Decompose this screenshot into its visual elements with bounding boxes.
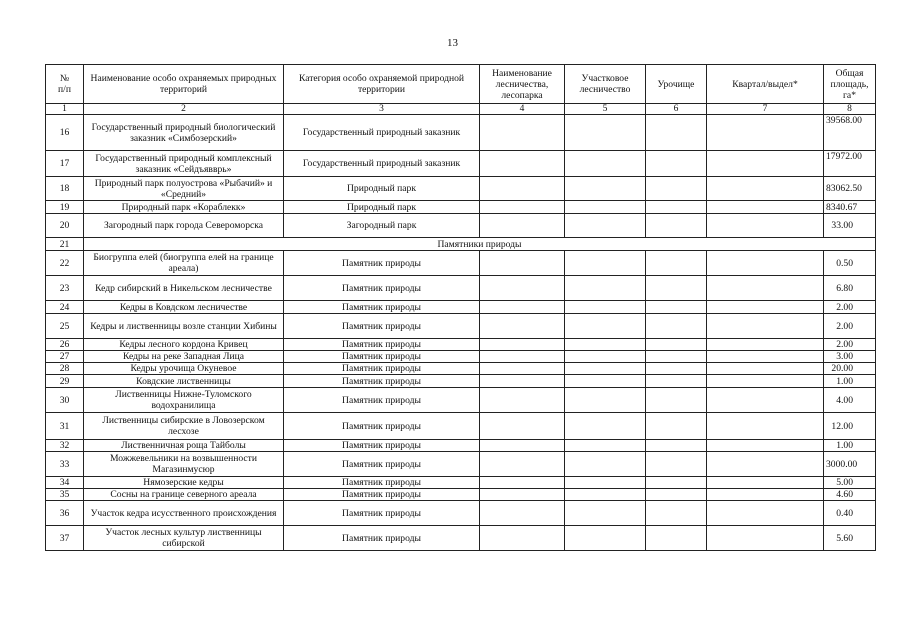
row-name-cell: Кедры и лиственницы возле станции Хибины (84, 314, 284, 339)
table-row (46, 314, 876, 339)
row-tract-cell (646, 477, 707, 489)
column-numbers-row (46, 104, 876, 115)
row-forestry-cell (480, 201, 565, 214)
row-number-cell: 33 (46, 452, 84, 477)
row-category-cell: Памятник природы (284, 452, 480, 477)
table-row (46, 375, 876, 388)
row-district-forestry-cell (565, 452, 646, 477)
row-district-forestry-cell (565, 115, 646, 151)
table-header (46, 65, 876, 115)
row-category-cell: Памятник природы (284, 477, 480, 489)
row-number-cell: 30 (46, 388, 84, 413)
row-name-cell: Лиственницы сибирские в Ловозерском лесхозе (84, 413, 284, 440)
column-number: 5 (565, 104, 646, 115)
row-name-cell: Участок лесных культур лиственницы сибирской (84, 526, 284, 551)
row-quarter-cell (707, 477, 824, 489)
row-name-cell: Природный парк полуострова «Рыбачий» и «Средний» (84, 177, 284, 201)
row-name-cell: Загородный парк города Североморска (84, 214, 284, 238)
section-row (46, 238, 876, 251)
row-area-cell: 20.00 (824, 363, 876, 375)
row-area-cell: 5.00 (824, 477, 876, 489)
row-category-cell: Памятник природы (284, 388, 480, 413)
row-quarter-cell (707, 413, 824, 440)
row-category-cell: Памятник природы (284, 339, 480, 351)
row-quarter-cell (707, 151, 824, 177)
row-tract-cell (646, 501, 707, 526)
row-number-cell: 27 (46, 351, 84, 363)
table-row (46, 388, 876, 413)
row-tract-cell (646, 452, 707, 477)
row-name-cell: Кедры урочища Окуневое (84, 363, 284, 375)
row-tract-cell (646, 440, 707, 452)
row-category-cell: Памятник природы (284, 251, 480, 276)
row-tract-cell (646, 351, 707, 363)
row-district-forestry-cell (565, 214, 646, 238)
row-number-cell: 36 (46, 501, 84, 526)
row-number-cell: 19 (46, 201, 84, 214)
row-category-cell: Памятник природы (284, 375, 480, 388)
row-area-cell: 8340.67 (824, 201, 876, 214)
row-district-forestry-cell (565, 388, 646, 413)
header-forestry: Наименование лесничества, лесопарка (480, 65, 565, 104)
row-forestry-cell (480, 526, 565, 551)
row-name-cell: Нямозерские кедры (84, 477, 284, 489)
row-number-cell: 17 (46, 151, 84, 177)
row-tract-cell (646, 413, 707, 440)
row-forestry-cell (480, 301, 565, 314)
row-tract-cell (646, 388, 707, 413)
row-name-cell: Лиственницы Нижне-Туломского водохранилища (84, 388, 284, 413)
row-quarter-cell (707, 363, 824, 375)
row-district-forestry-cell (565, 251, 646, 276)
row-forestry-cell (480, 177, 565, 201)
row-district-forestry-cell (565, 440, 646, 452)
row-number-cell: 34 (46, 477, 84, 489)
row-area-cell: 6.80 (824, 276, 876, 301)
row-forestry-cell (480, 501, 565, 526)
row-district-forestry-cell (565, 489, 646, 501)
row-forestry-cell (480, 276, 565, 301)
row-quarter-cell (707, 501, 824, 526)
row-area-cell: 3000.00 (824, 452, 876, 477)
row-area-cell: 33.00 (824, 214, 876, 238)
row-name-cell: Государственный природный биологический заказник «Симбозерский» (84, 115, 284, 151)
row-category-cell: Памятник природы (284, 501, 480, 526)
row-quarter-cell (707, 201, 824, 214)
row-number-cell: 23 (46, 276, 84, 301)
row-name-cell: Природный парк «Кораблекк» (84, 201, 284, 214)
row-quarter-cell (707, 339, 824, 351)
row-tract-cell (646, 214, 707, 238)
table-row (46, 301, 876, 314)
row-tract-cell (646, 151, 707, 177)
row-forestry-cell (480, 351, 565, 363)
protected-areas-table (45, 64, 876, 551)
table-row (46, 413, 876, 440)
row-number-cell: 21 (46, 238, 84, 251)
row-tract-cell (646, 314, 707, 339)
row-area-cell: 4.00 (824, 388, 876, 413)
row-category-cell: Памятник природы (284, 276, 480, 301)
row-forestry-cell (480, 214, 565, 238)
row-forestry-cell (480, 151, 565, 177)
row-name-cell: Ковдские лиственницы (84, 375, 284, 388)
row-quarter-cell (707, 301, 824, 314)
row-tract-cell (646, 251, 707, 276)
row-category-cell: Памятник природы (284, 413, 480, 440)
row-district-forestry-cell (565, 501, 646, 526)
row-area-cell: 83062.50 (824, 177, 876, 201)
row-tract-cell (646, 177, 707, 201)
row-name-cell: Кедры на реке Западная Лица (84, 351, 284, 363)
page-number: 13 (447, 37, 458, 49)
header-quarter: Квартал/выдел* (707, 65, 824, 104)
row-area-cell: 3.00 (824, 351, 876, 363)
row-number-cell: 29 (46, 375, 84, 388)
row-tract-cell (646, 375, 707, 388)
row-number-cell: 31 (46, 413, 84, 440)
row-district-forestry-cell (565, 314, 646, 339)
row-category-cell: Памятник природы (284, 314, 480, 339)
row-area-cell: 1.00 (824, 440, 876, 452)
row-number-cell: 35 (46, 489, 84, 501)
row-tract-cell (646, 301, 707, 314)
row-category-cell: Памятник природы (284, 301, 480, 314)
row-name-cell: Сосны на границе северного ареала (84, 489, 284, 501)
row-name-cell: Кедры в Ковдском лесничестве (84, 301, 284, 314)
row-area-cell: 5.60 (824, 526, 876, 551)
row-forestry-cell (480, 440, 565, 452)
row-district-forestry-cell (565, 526, 646, 551)
row-quarter-cell (707, 489, 824, 501)
table-row (46, 489, 876, 501)
row-tract-cell (646, 276, 707, 301)
table-row (46, 452, 876, 477)
row-quarter-cell (707, 388, 824, 413)
column-number: 6 (646, 104, 707, 115)
row-district-forestry-cell (565, 201, 646, 214)
table-row (46, 526, 876, 551)
table-body (46, 115, 876, 551)
row-area-cell: 4.60 (824, 489, 876, 501)
table-row (46, 201, 876, 214)
row-quarter-cell (707, 452, 824, 477)
header-category: Категория особо охраняемой природной территории (284, 65, 480, 104)
row-category-cell: Природный парк (284, 201, 480, 214)
row-quarter-cell (707, 440, 824, 452)
row-district-forestry-cell (565, 276, 646, 301)
row-quarter-cell (707, 214, 824, 238)
column-number: 8 (824, 104, 876, 115)
row-category-cell: Памятник природы (284, 351, 480, 363)
table-row (46, 177, 876, 201)
row-quarter-cell (707, 251, 824, 276)
table-row (46, 115, 876, 151)
table-row (46, 151, 876, 177)
column-number: 4 (480, 104, 565, 115)
section-title-cell: Памятники природы (84, 238, 876, 251)
row-number-cell: 28 (46, 363, 84, 375)
row-name-cell: Кедр сибирский в Никельском лесничестве (84, 276, 284, 301)
row-forestry-cell (480, 489, 565, 501)
row-number-cell: 18 (46, 177, 84, 201)
row-district-forestry-cell (565, 413, 646, 440)
row-quarter-cell (707, 351, 824, 363)
row-forestry-cell (480, 477, 565, 489)
row-forestry-cell (480, 339, 565, 351)
row-forestry-cell (480, 452, 565, 477)
row-district-forestry-cell (565, 177, 646, 201)
row-quarter-cell (707, 526, 824, 551)
row-area-cell: 0.50 (824, 251, 876, 276)
column-number: 3 (284, 104, 480, 115)
row-category-cell: Памятник природы (284, 489, 480, 501)
table-row (46, 501, 876, 526)
table-row (46, 440, 876, 452)
row-name-cell: Биогруппа елей (биогруппа елей на границе ареала) (84, 251, 284, 276)
row-quarter-cell (707, 375, 824, 388)
row-district-forestry-cell (565, 363, 646, 375)
row-district-forestry-cell (565, 339, 646, 351)
row-tract-cell (646, 363, 707, 375)
row-category-cell: Природный парк (284, 177, 480, 201)
row-tract-cell (646, 526, 707, 551)
row-number-cell: 32 (46, 440, 84, 452)
row-forestry-cell (480, 388, 565, 413)
row-category-cell: Государственный природный заказник (284, 115, 480, 151)
table-row (46, 477, 876, 489)
row-name-cell: Участок кедра исусственного происхождения (84, 501, 284, 526)
row-district-forestry-cell (565, 151, 646, 177)
header-number: № п/п (46, 65, 84, 104)
row-area-cell: 17972.00 (824, 151, 876, 177)
table-row (46, 363, 876, 375)
row-name-cell: Лиственничная роща Тайболы (84, 440, 284, 452)
row-name-cell: Кедры лесного кордона Кривец (84, 339, 284, 351)
row-category-cell: Памятник природы (284, 526, 480, 551)
header-tract: Урочище (646, 65, 707, 104)
row-forestry-cell (480, 314, 565, 339)
row-number-cell: 24 (46, 301, 84, 314)
row-area-cell: 2.00 (824, 339, 876, 351)
row-forestry-cell (480, 115, 565, 151)
row-number-cell: 26 (46, 339, 84, 351)
row-area-cell: 12.00 (824, 413, 876, 440)
row-category-cell: Памятник природы (284, 440, 480, 452)
row-district-forestry-cell (565, 375, 646, 388)
row-quarter-cell (707, 276, 824, 301)
row-quarter-cell (707, 314, 824, 339)
table-row (46, 351, 876, 363)
row-number-cell: 16 (46, 115, 84, 151)
row-number-cell: 22 (46, 251, 84, 276)
row-quarter-cell (707, 177, 824, 201)
row-name-cell: Государственный природный комплексный заказник «Сейдъявврь» (84, 151, 284, 177)
row-district-forestry-cell (565, 351, 646, 363)
row-tract-cell (646, 489, 707, 501)
table-row (46, 339, 876, 351)
table-row (46, 251, 876, 276)
row-forestry-cell (480, 251, 565, 276)
row-district-forestry-cell (565, 477, 646, 489)
header-district-forestry: Участковое лесничество (565, 65, 646, 104)
header-name: Наименование особо охраняемых природных территорий (84, 65, 284, 104)
row-area-cell: 1.00 (824, 375, 876, 388)
row-tract-cell (646, 115, 707, 151)
column-number: 7 (707, 104, 824, 115)
row-area-cell: 2.00 (824, 314, 876, 339)
row-category-cell: Государственный природный заказник (284, 151, 480, 177)
row-name-cell: Можжевельники на возвышенности Магазинмусюр (84, 452, 284, 477)
row-forestry-cell (480, 363, 565, 375)
row-number-cell: 25 (46, 314, 84, 339)
row-district-forestry-cell (565, 301, 646, 314)
column-number: 2 (84, 104, 284, 115)
row-area-cell: 39568.00 (824, 115, 876, 151)
header-area: Общая площадь, га* (824, 65, 876, 104)
row-tract-cell (646, 201, 707, 214)
row-number-cell: 20 (46, 214, 84, 238)
row-category-cell: Загородный парк (284, 214, 480, 238)
row-forestry-cell (480, 375, 565, 388)
row-number-cell: 37 (46, 526, 84, 551)
row-category-cell: Памятник природы (284, 363, 480, 375)
row-tract-cell (646, 339, 707, 351)
table-row (46, 214, 876, 238)
row-area-cell: 2.00 (824, 301, 876, 314)
column-number: 1 (46, 104, 84, 115)
row-forestry-cell (480, 413, 565, 440)
table-row (46, 276, 876, 301)
row-quarter-cell (707, 115, 824, 151)
row-area-cell: 0.40 (824, 501, 876, 526)
